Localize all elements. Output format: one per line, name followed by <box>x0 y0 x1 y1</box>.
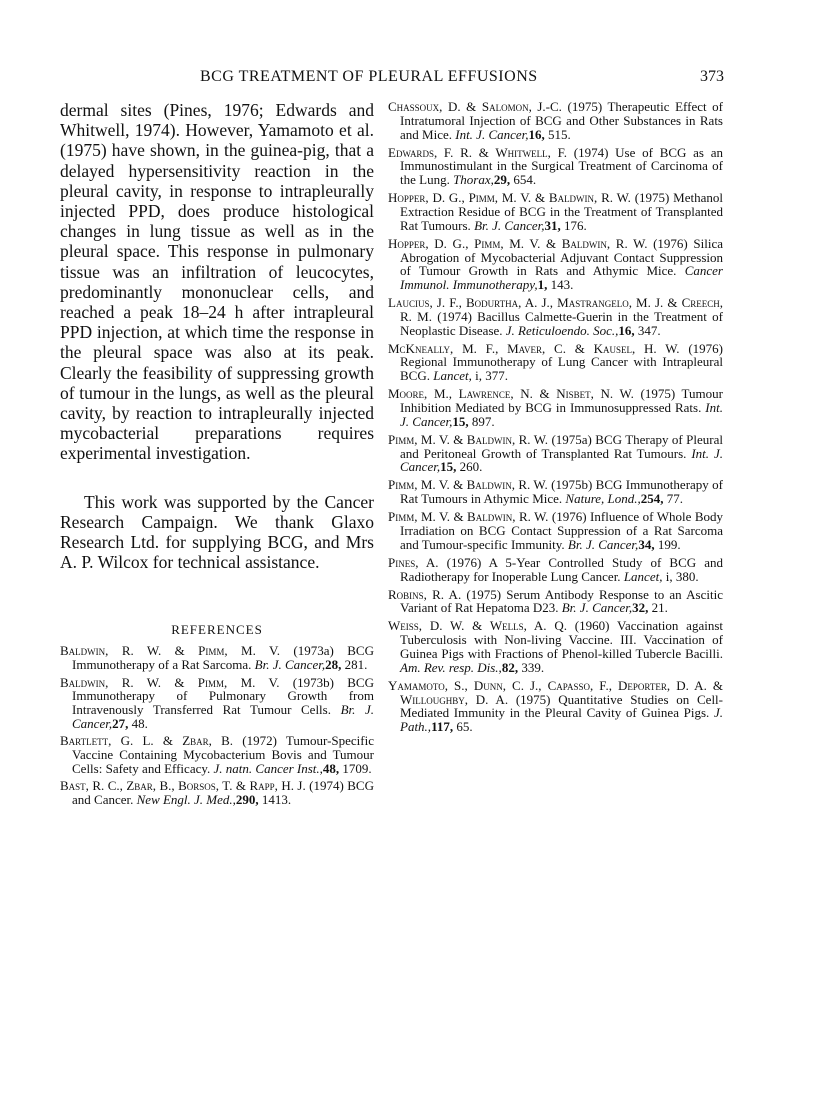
reference-authors: Chassoux, D. & Salomon, J.-C. <box>388 99 562 114</box>
reference-authors: Robins, R. A. <box>388 586 462 602</box>
reference-entry <box>388 100 723 141</box>
reference-title: (1974) Bacillus Calmette-Guerin in the Treatment of Neoplastic Disease. <box>400 308 723 338</box>
reference-title: (1975) Quantitative Studies on Cell-Mediated Immunity in the Pleural Cavity of Guinea Pigs. <box>400 691 723 721</box>
reference-volume: 82, <box>501 659 519 675</box>
reference-authors: Edwards, F. R. & Whitwell, F. <box>388 144 568 160</box>
reference-pages: 176. <box>560 217 587 233</box>
reference-journal: J. natn. Cancer Inst., <box>213 760 323 776</box>
reference-title: (1975a) BCG Therapy of Pleural and Peritoneal Growth of Transplanted Rat Tumours. <box>400 431 723 461</box>
reference-entry <box>388 296 723 337</box>
reference-volume: 290, <box>235 791 259 807</box>
reference-entry <box>388 510 723 551</box>
reference-authors: McKneally, M. F., Maver, C. & Kausel, H. W. <box>388 340 680 356</box>
reference-authors: Pines, A. <box>388 554 439 570</box>
reference-title: (1975) Tumour Inhibition Mediated by BCG in Immunosuppressed Rats. <box>400 386 723 416</box>
reference-title: (1976) A 5-Year Controlled Study of BCG and Radiotherapy for Inoperable Lung Cancer. <box>400 554 723 584</box>
left-column <box>60 100 374 810</box>
reference-pages: 1413. <box>258 791 292 807</box>
reference-entry <box>388 478 723 506</box>
reference-title: (1973a) BCG Immunotherapy of a Rat Sarcoma. <box>72 643 374 673</box>
reference-title: (1974) Use of BCG as an Immunostimulant in the Surgical Treatment of Carcinoma of the Lung. <box>400 144 723 188</box>
reference-pages: 347. <box>634 322 661 338</box>
reference-title: (1975) Serum Antibody Response to an Ascitic Variant of Rat Hepatoma D23. <box>400 586 723 616</box>
reference-pages: 1709. <box>339 760 372 776</box>
reference-title: (1975) Therapeutic Effect of Intratumoral Injection of BCG and Other Substances in Rats and Mice. <box>400 99 723 142</box>
reference-entry <box>388 433 723 474</box>
reference-volume: 16, <box>618 322 635 338</box>
reference-title: (1975) Methanol Extraction Residue of BCG in the Treatment of Transplanted Rat Tumours. <box>400 190 723 233</box>
reference-authors: Hopper, D. G., Pimm, M. V. & Baldwin, R. W. <box>388 235 648 251</box>
reference-authors: Laucius, J. F., Bodurtha, A. J., Mastrangelo, M. J. & Creech, R. M. <box>388 295 723 324</box>
reference-journal: Nature, Lond., <box>565 491 641 507</box>
reference-title: (1975b) BCG Immunotherapy of Rat Tumours in Athymic Mice. <box>400 477 723 507</box>
right-column <box>388 100 723 738</box>
reference-title: (1976) Influence of Whole Body Irradiation on BCG Contact Suppression of a Rat Sarcoma and Tumour-specific Immunity. <box>400 509 723 552</box>
reference-journal: Thorax, <box>453 172 494 188</box>
reference-entry <box>388 619 723 674</box>
reference-pages: 260. <box>456 459 483 475</box>
reference-volume: 28, <box>325 657 342 673</box>
reference-journal: Br. J. Cancer, <box>474 217 545 233</box>
reference-pages: 143. <box>547 277 574 293</box>
reference-volume: 48, <box>322 760 340 776</box>
reference-journal: Am. Rev. resp. Dis., <box>400 659 502 675</box>
reference-pages: 21. <box>648 600 668 616</box>
reference-entry <box>388 387 723 428</box>
reference-title: (1972) Tumour-Specific Vaccine Containing Mycobacterium Bovis and Tumour Cells: Safety and Efficacy. <box>72 733 374 776</box>
reference-authors: Bast, R. C., Zbar, B., Borsos, T. & Rapp, H. J. <box>60 778 306 794</box>
reference-journal: Br. J. Cancer, <box>72 702 374 731</box>
reference-authors: Yamamoto, S., Dunn, C. J., Capasso, F., Deporter, D. A. & Willoughby, D. A. <box>388 677 723 707</box>
reference-pages: 48. <box>128 715 148 731</box>
reference-journal: J. Path., <box>400 705 723 735</box>
reference-title: (1973b) BCG Immunotherapy of Pulmonary Growth from Intravenously Transferred Rat Tumour Cells. <box>72 674 374 718</box>
reference-journal: Int. J. Cancer, <box>400 445 723 475</box>
running-header <box>60 68 724 92</box>
reference-journal: Br. J. Cancer, <box>567 536 639 552</box>
reference-entry <box>388 342 723 383</box>
reference-entry <box>60 676 374 731</box>
reference-entry <box>60 779 374 807</box>
reference-pages: 77. <box>663 491 684 507</box>
reference-journal: Br. J. Cancer, <box>254 657 326 673</box>
reference-volume: 254, <box>640 491 664 507</box>
reference-authors: Hopper, D. G., Pimm, M. V. & Baldwin, R. W. <box>388 190 631 206</box>
reference-title: (1976) Silica Abrogation of Mycobacterial Adjuvant Contact Suppression of Tumour Growth in Rats and Athymic Mice. <box>400 235 724 279</box>
reference-journal: Cancer Immunol. Immunotherapy, <box>400 263 723 293</box>
reference-pages: 199. <box>654 536 681 552</box>
reference-pages: 897. <box>468 413 495 429</box>
reference-entry <box>388 237 723 292</box>
reference-authors: Bartlett, G. L. & Zbar, B. <box>60 733 234 749</box>
reference-volume: 31, <box>544 217 561 233</box>
reference-journal: J. Reticuloendo. Soc., <box>505 322 619 338</box>
acknowledgement: This work was supported by the Cancer Research Campaign. We thank Glaxo Research Ltd. for supplying BCG, and Mrs A. P. Wilcox for technical assistance. <box>60 491 374 573</box>
reference-authors: Baldwin, R. W. & Pimm, M. V. <box>60 643 281 659</box>
reference-title: (1976) Regional Immunotherapy of Lung Cancer with Intrapleural BCG. <box>400 340 723 384</box>
reference-pages: i, 377. <box>471 368 508 384</box>
body-paragraph: dermal sites (Pines, 1976; Edwards and Whitwell, 1974). However, Yamamoto et al. (1975) have shown, in the guinea-pig, that a delayed hypersensitivity reaction in the pleural cavity, in response to intrapleurally injected PPD, does produce histological changes in lung tissue as well as in the pleural space. This response in pulmonary tissue was an infiltration of leucocytes, predominantly mononuclear cells, and reached a peak 18–24 h after intrapleural PPD injection, at which time the response in the pleural space was also at its peak. Clearly the feasibility of suppressing growth of tumour in the lungs, as well as the pleural cavity, by reaction to intrapleurally injected mycobacterial preparations requires experimental investigation. <box>60 100 374 464</box>
reference-authors: Weiss, D. W. & Wells, A. Q. <box>388 618 567 634</box>
reference-journal: Lancet, <box>433 368 472 384</box>
reference-volume: 1, <box>537 277 548 293</box>
page-number: 373 <box>700 68 724 85</box>
reference-volume: 16, <box>528 126 545 142</box>
reference-entry <box>388 191 723 232</box>
reference-title: (1974) BCG and Cancer. <box>72 778 374 807</box>
reference-pages: 281. <box>341 657 368 673</box>
reference-volume: 27, <box>112 715 129 731</box>
running-title: BCG TREATMENT OF PLEURAL EFFUSIONS <box>200 68 538 85</box>
reference-volume: 117, <box>431 719 454 735</box>
reference-volume: 15, <box>452 413 469 429</box>
reference-entry <box>388 556 723 584</box>
reference-authors: Pimm, M. V. & Baldwin, R. W. <box>388 509 549 525</box>
reference-authors: Baldwin, R. W. & Pimm, M. V. <box>60 674 280 690</box>
reference-journal: New Engl. J. Med., <box>136 791 236 807</box>
reference-journal: Int. J. Cancer, <box>455 126 529 142</box>
reference-entry <box>388 146 723 187</box>
reference-journal: Br. J. Cancer, <box>561 600 633 616</box>
reference-authors: Pimm, M. V. & Baldwin, R. W. <box>388 477 548 493</box>
reference-pages: 654. <box>510 172 537 188</box>
references-heading: REFERENCES <box>171 622 263 638</box>
reference-journal: Lancet, <box>623 568 663 584</box>
reference-volume: 32, <box>632 600 649 616</box>
reference-entry <box>388 679 723 734</box>
reference-volume: 15, <box>440 459 457 475</box>
reference-authors: Moore, M., Lawrence, N. & Nisbet, N. W. <box>388 386 634 402</box>
reference-pages: i, 380. <box>662 568 699 584</box>
reference-authors: Pimm, M. V. & Baldwin, R. W. <box>388 431 549 447</box>
reference-list-left <box>60 644 374 806</box>
reference-list-right <box>388 100 723 734</box>
reference-pages: 515. <box>544 126 571 142</box>
reference-entry <box>60 644 374 672</box>
reference-pages: 339. <box>518 659 545 675</box>
reference-title: (1960) Vaccination against Tuberculosis with Non-living Vaccine. III. Vaccination of Guinea Pigs with Fractions of Phenol-killed Tubercle Bacilli. <box>400 618 723 661</box>
reference-entry <box>60 734 374 775</box>
reference-journal: Int. J. Cancer, <box>400 400 723 429</box>
reference-volume: 29, <box>493 172 511 188</box>
reference-volume: 34, <box>638 536 655 552</box>
reference-entry <box>388 588 723 616</box>
reference-pages: 65. <box>453 719 473 735</box>
